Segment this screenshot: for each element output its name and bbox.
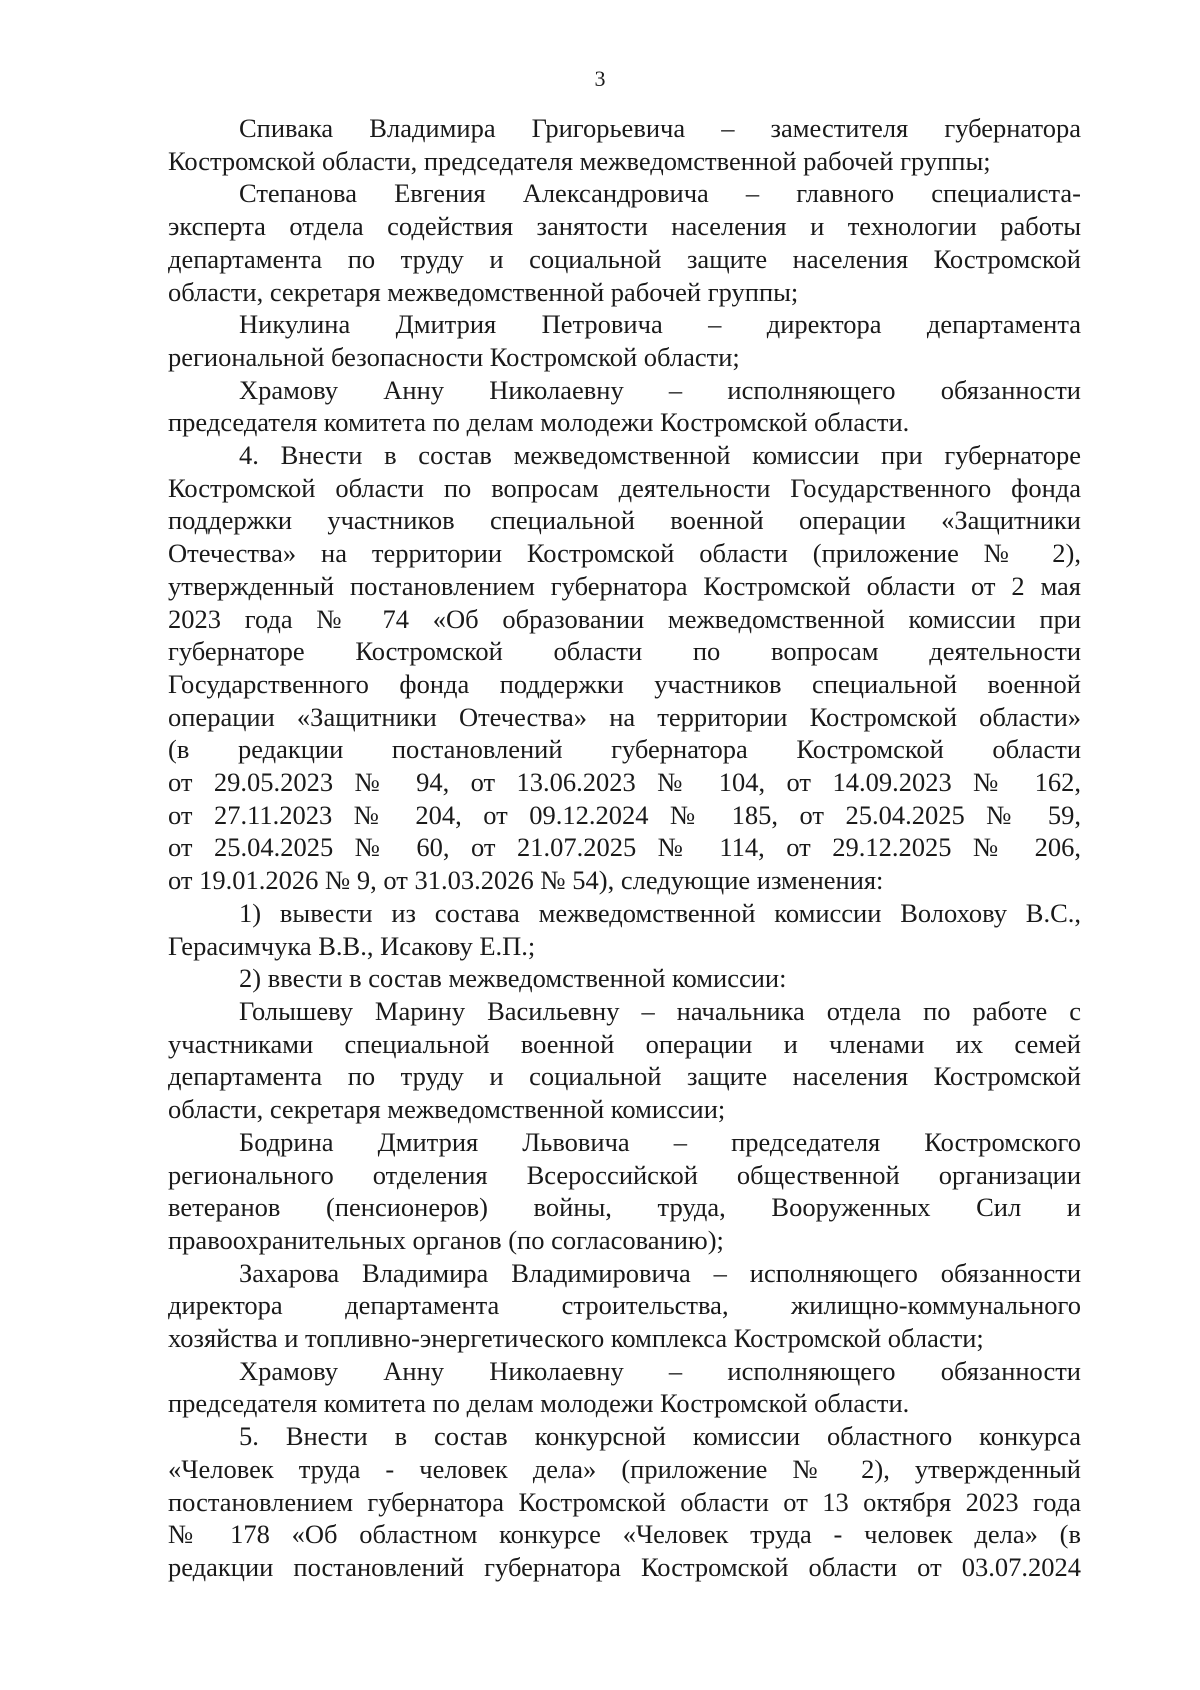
paragraph-bodrin bbox=[168, 1126, 1081, 1257]
text-line: эксперта отдела содействия занятости населения и технологии работы bbox=[168, 211, 1081, 242]
text-line: ветеранов (пенсионеров) войны, труда, Вооруженных Сил и bbox=[168, 1192, 1081, 1223]
text-line: Спивака Владимира Григорьевича – заместителя губернатора bbox=[239, 113, 1081, 143]
text-line: редакции постановлений губернатора Костромской области от 03.07.2024 bbox=[168, 1551, 1081, 1582]
text-line: Храмову Анну Николаевну – исполняющего обязанности bbox=[239, 1355, 1081, 1386]
paragraph-zakharov bbox=[168, 1257, 1081, 1355]
text-line: председателя комитета по делам молодежи Костромской области. bbox=[168, 1388, 910, 1419]
paragraph-subitem-1 bbox=[168, 897, 1081, 962]
text-line: области, секретаря межведомственной комиссии; bbox=[168, 1094, 726, 1125]
page-number: 3 bbox=[594, 66, 606, 91]
text-line: «Человек труда - человек дела» (приложение № 2), утвержденный bbox=[168, 1453, 1081, 1484]
paragraph-nikulin bbox=[168, 308, 1081, 373]
text-line: Степанова Евгения Александровича – главного специалиста- bbox=[239, 178, 1081, 209]
text-line: постановлением губернатора Костромской области от 13 октября 2023 года bbox=[168, 1486, 1081, 1517]
text-line: правоохранительных органов (по согласованию); bbox=[168, 1224, 724, 1255]
text-line: 4. Внести в состав межведомственной комиссии при губернаторе bbox=[239, 440, 1081, 471]
paragraph-stepanov bbox=[168, 177, 1081, 308]
paragraph-khramova-2 bbox=[168, 1355, 1081, 1420]
text-line: директора департамента строительства, жилищно-коммунального bbox=[168, 1290, 1081, 1321]
text-line: области, секретаря межведомственной рабочей группы; bbox=[168, 276, 799, 307]
text-line: 5. Внести в состав конкурсной комиссии областного конкурса bbox=[239, 1421, 1081, 1452]
text-line: операции «Защитники Отечества» на территории Костромской области» bbox=[168, 701, 1081, 732]
text-line: от 19.01.2026 № 9, от 31.03.2026 № 54), следующие изменения: bbox=[168, 865, 884, 896]
text-line: председателя комитета по делам молодежи Костромской области. bbox=[168, 407, 910, 438]
text-line: от 29.05.2023 № 94, от 13.06.2023 № 104, от 14.09.2023 № 162, bbox=[168, 767, 1081, 798]
text-line: участниками специальной военной операции и членами их семей bbox=[168, 1028, 1081, 1059]
text-line: Никулина Дмитрия Петровича – директора департамента bbox=[239, 309, 1081, 340]
text-line: департамента по труду и социальной защите населения Костромской bbox=[168, 1061, 1081, 1092]
text-line: Бодрина Дмитрия Львовича – председателя Костромского bbox=[239, 1126, 1081, 1157]
text-line: Костромской области по вопросам деятельности Государственного фонда bbox=[168, 472, 1081, 503]
text-line: Герасимчука В.В., Исакову Е.П.; bbox=[168, 930, 536, 961]
text-line: Захарова Владимира Владимировича – исполняющего обязанности bbox=[239, 1257, 1081, 1288]
text-line: Голышеву Марину Васильевну – начальника отдела по работе с bbox=[239, 995, 1081, 1026]
text-line: 2023 года № 74 «Об образовании межведомственной комиссии при bbox=[168, 603, 1081, 634]
text-line: от 25.04.2025 № 60, от 21.07.2025 № 114, от 29.12.2025 № 206, bbox=[168, 832, 1081, 863]
paragraph-khramova-1 bbox=[168, 374, 1081, 439]
text-line: регионального отделения Всероссийской общественной организации bbox=[168, 1159, 1081, 1190]
text-line: губернаторе Костромской области по вопросам деятельности bbox=[168, 636, 1081, 667]
text-line: хозяйства и топливно-энергетического комплекса Костромской области; bbox=[168, 1323, 984, 1354]
text-line: от 27.11.2023 № 204, от 09.12.2024 № 185, от 25.04.2025 № 59, bbox=[168, 799, 1081, 830]
text-line: департамента по труду и социальной защите населения Костромской bbox=[168, 243, 1081, 274]
text-line: региональной безопасности Костромской области; bbox=[168, 341, 740, 372]
paragraph-item-5 bbox=[168, 1420, 1081, 1584]
text-line: 2) ввести в состав межведомственной комиссии: bbox=[239, 963, 787, 994]
text-line: Отечества» на территории Костромской области (приложение № 2), bbox=[168, 538, 1081, 569]
paragraph-spivak bbox=[168, 112, 1081, 177]
text-line: поддержки участников специальной военной операции «Защитники bbox=[168, 505, 1081, 536]
text-line: Государственного фонда поддержки участников специальной военной bbox=[168, 668, 1081, 699]
paragraph-golysheva bbox=[168, 995, 1081, 1126]
document-body bbox=[168, 112, 1081, 1584]
text-line: (в редакции постановлений губернатора Костромской области bbox=[168, 734, 1081, 765]
text-line: 1) вывести из состава межведомственной комиссии Волохову В.С., bbox=[239, 897, 1081, 928]
text-line: Костромской области, председателя межведомственной рабочей группы; bbox=[168, 145, 991, 176]
text-line: № 178 «Об областном конкурсе «Человек труда - человек дела» (в bbox=[168, 1519, 1081, 1550]
paragraph-item-4 bbox=[168, 439, 1081, 897]
text-line: утвержденный постановлением губернатора Костромской области от 2 мая bbox=[168, 570, 1081, 601]
paragraph-subitem-2 bbox=[168, 962, 1081, 995]
text-line: Храмову Анну Николаевну – исполняющего обязанности bbox=[239, 374, 1081, 405]
